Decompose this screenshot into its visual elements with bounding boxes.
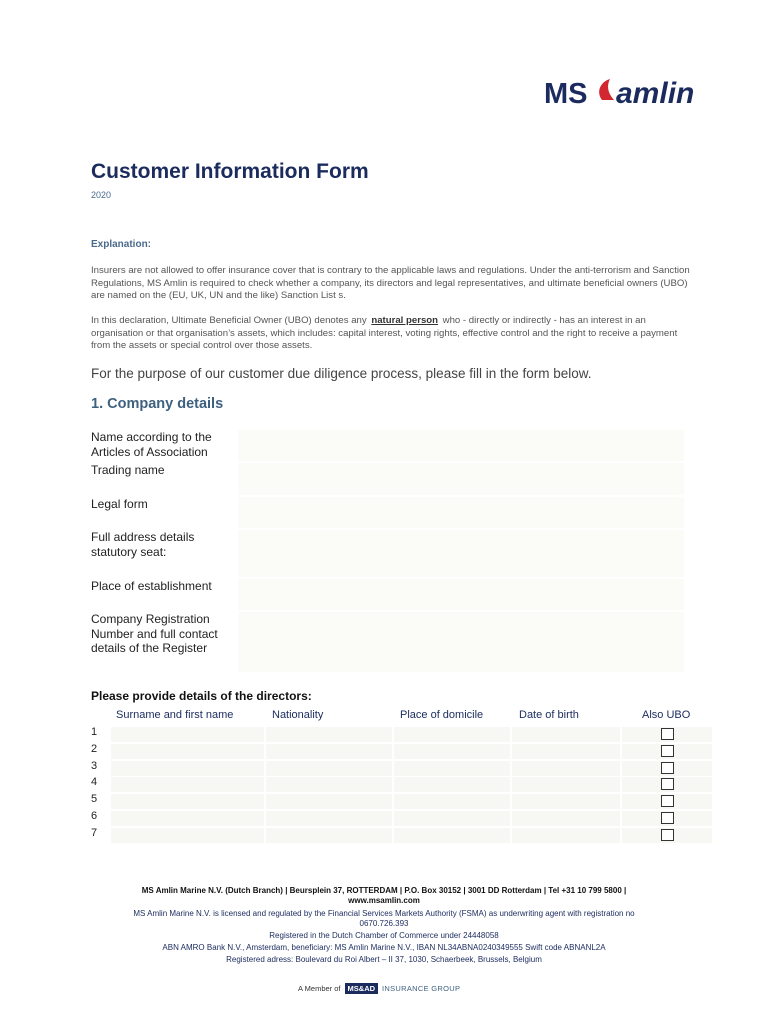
director-birth-date-input[interactable] — [512, 794, 620, 809]
footer-license: MS Amlin Marine N.V. is licensed and regulated by the Financial Services Markets Authority (FSMA) as underwriting agent with registration no — [133, 909, 635, 918]
director-nationality-input[interactable] — [266, 744, 392, 759]
director-birth-date-input[interactable] — [512, 777, 620, 792]
natural-person-term: natural person — [371, 315, 438, 326]
director-birth-date-input[interactable] — [512, 761, 620, 776]
director-name-input[interactable] — [111, 744, 264, 759]
director-birth-date-input[interactable] — [512, 744, 620, 759]
insurance-group-text: INSURANCE GROUP — [382, 984, 461, 993]
also-ubo-checkbox[interactable] — [661, 812, 674, 824]
field-label-articles-name: Name according to the Articles of Association — [91, 430, 212, 459]
also-ubo-checkbox[interactable] — [661, 762, 674, 774]
col-header-also-ubo: Also UBO — [642, 709, 691, 721]
place-of-establishment-input[interactable] — [238, 579, 684, 612]
svg-text:amlin: amlin — [616, 77, 695, 110]
director-birth-date-input[interactable] — [512, 828, 620, 843]
purpose-statement: For the purpose of our customer due diligence process, please fill in the form below. — [91, 366, 592, 381]
col-header-birth-date: Date of birth — [519, 709, 579, 721]
col-header-name: Surname and first name — [116, 709, 234, 721]
member-badge — [298, 983, 460, 994]
member-prefix: A Member of — [298, 984, 341, 993]
director-domicile-input[interactable] — [394, 727, 510, 742]
director-row-number: 4 — [91, 776, 98, 789]
director-nationality-input[interactable] — [266, 794, 392, 809]
director-row-number: 3 — [91, 759, 98, 772]
footer-address: MS Amlin Marine N.V. (Dutch Branch) | Beursplein 37, ROTTERDAM | P.O. Box 30152 | 3001 DD Rotterdam | Tel +31 10 799 5800 | — [141, 886, 627, 895]
director-name-input[interactable] — [111, 811, 264, 826]
director-birth-date-input[interactable] — [512, 727, 620, 742]
msad-logo: MS&AD — [345, 983, 379, 994]
also-ubo-checkbox[interactable] — [661, 829, 674, 841]
footer-registration-no: 0670.726.393 — [359, 919, 409, 928]
also-ubo-checkbox[interactable] — [661, 778, 674, 790]
director-row-number: 5 — [91, 793, 98, 806]
field-label-statutory-seat: Full address details statutory seat: — [91, 530, 195, 559]
director-row-number: 7 — [91, 826, 98, 839]
legal-form-input[interactable] — [238, 497, 684, 530]
ubo-definition-end: who - directly or indirectly - has an interest in an organisation or that organisation’s assets, which includes: capital interest, voting rights, effective control and the right to receive a payment from the assets or special control over those assets. — [91, 315, 678, 351]
field-label-legal-form: Legal form — [91, 497, 148, 511]
directors-heading: Please provide details of the directors: — [91, 689, 312, 703]
director-name-input[interactable] — [111, 761, 264, 776]
registration-details-input[interactable] — [238, 612, 684, 674]
director-nationality-input[interactable] — [266, 811, 392, 826]
director-name-input[interactable] — [111, 794, 264, 809]
director-birth-date-input[interactable] — [512, 811, 620, 826]
director-nationality-input[interactable] — [266, 777, 392, 792]
director-domicile-input[interactable] — [394, 777, 510, 792]
also-ubo-checkbox[interactable] — [661, 728, 674, 740]
director-row-number: 1 — [91, 726, 98, 738]
col-header-domicile: Place of domicile — [400, 709, 484, 721]
director-domicile-input[interactable] — [394, 794, 510, 809]
director-nationality-input[interactable] — [266, 828, 392, 843]
explanation-paragraph-2 — [91, 315, 691, 353]
company-details-heading: 1. Company details — [91, 396, 224, 412]
field-label-trading-name: Trading name — [91, 463, 165, 477]
also-ubo-checkbox[interactable] — [661, 745, 674, 757]
director-row-number: 6 — [91, 810, 98, 822]
statutory-seat-input[interactable] — [238, 530, 684, 579]
form-year: 2020 — [91, 190, 112, 200]
field-label-registration: Company Registration Number and full contact details of the Register — [91, 612, 218, 655]
page-title: Customer Information Form — [91, 160, 369, 183]
director-domicile-input[interactable] — [394, 761, 510, 776]
director-nationality-input[interactable] — [266, 727, 392, 742]
explanation-paragraph-1: Insurers are not allowed to offer insurance cover that is contrary to the applicable laws and regulations. Under the anti-terrorism and Sanction Regulations, MS Amlin is required to check whether a company, its directors and legal representatives, and ultimate beneficial owners (UBO) are named on the (EU, UK, UN and the like) Sanction List s. — [91, 265, 690, 301]
director-domicile-input[interactable] — [394, 828, 510, 843]
explanation-heading: Explanation: — [91, 239, 152, 250]
director-domicile-input[interactable] — [394, 744, 510, 759]
director-nationality-input[interactable] — [266, 761, 392, 776]
trading-name-input[interactable] — [238, 463, 684, 497]
director-name-input[interactable] — [111, 777, 264, 792]
footer-bank: ABN AMRO Bank N.V., Amsterdam, beneficiary: MS Amlin Marine N.V., IBAN NL34ABNA0240349555 Swift code ABNANL2A — [162, 943, 606, 952]
director-row-number: 2 — [91, 742, 98, 755]
col-header-nationality: Nationality — [272, 709, 324, 721]
field-label-place-of-establishment: Place of establishment — [91, 579, 212, 593]
director-name-input[interactable] — [111, 727, 264, 742]
director-name-input[interactable] — [111, 828, 264, 843]
ms-amlin-logo — [544, 70, 724, 110]
svg-text:MS: MS — [544, 78, 588, 110]
ubo-definition-start: In this declaration, Ultimate Beneficial Owner (UBO) denotes any — [91, 315, 367, 326]
articles-name-input[interactable] — [238, 430, 684, 463]
footer-website-link[interactable]: www.msamlin.com — [348, 896, 420, 905]
director-domicile-input[interactable] — [394, 811, 510, 826]
footer-chamber: Registered in the Dutch Chamber of Commerce under 24448058 — [269, 931, 499, 940]
also-ubo-checkbox[interactable] — [661, 795, 674, 807]
footer-registered-address: Registered adress: Boulevard du Roi Albert – II 37, 1030, Schaerbeek, Brussels, Belgium — [226, 955, 542, 964]
